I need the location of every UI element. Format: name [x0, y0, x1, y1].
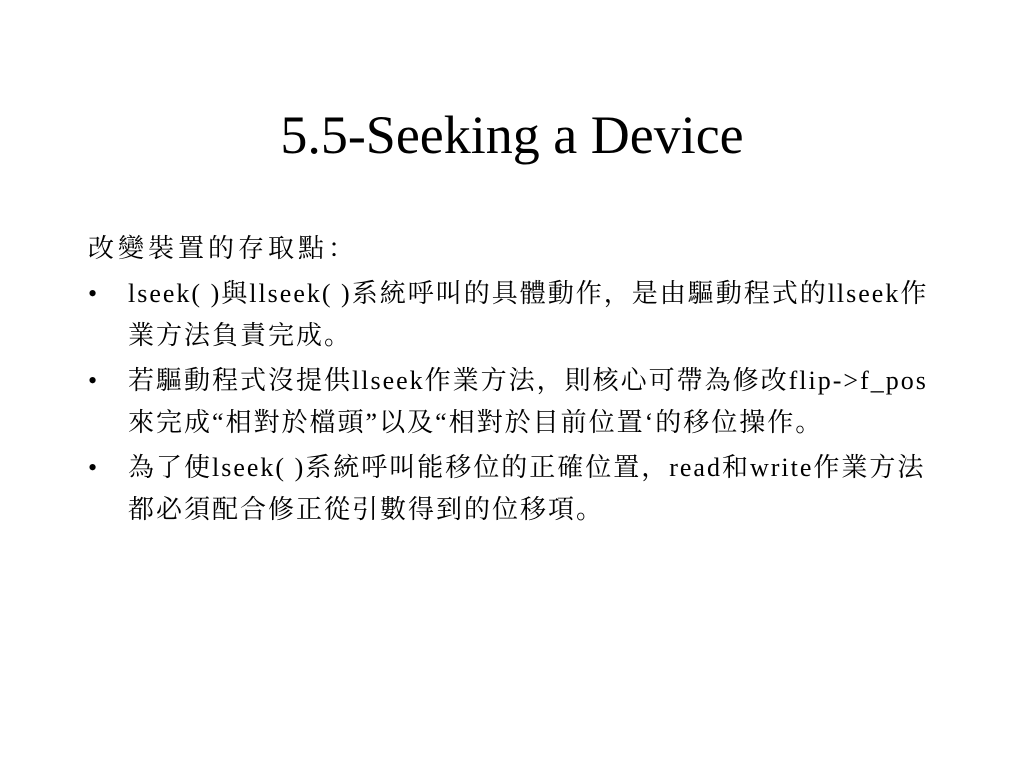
bullet-text: 為了使lseek( )系統呼叫能移位的正確位置，read和write作業方法都必須配合修正從引數得到的位移項。: [128, 453, 926, 524]
bullet-icon: •: [88, 279, 98, 308]
bullet-item: [88, 447, 948, 531]
slide-title: 5.5-Seeking a Device: [280, 105, 744, 165]
bullet-text: lseek( )與llseek( )系統呼叫的具體動作，是由驅動程式的llseek作業方法負責完成。: [128, 279, 929, 350]
bullet-icon: •: [88, 366, 98, 395]
bullet-item: [88, 360, 948, 444]
bullet-list: [88, 273, 948, 531]
bullet-text: 若驅動程式沒提供llseek作業方法，則核心可帶為修改flip->f_pos來完成“相對於檔頭”以及“相對於目前位置‘的移位操作。: [128, 366, 928, 437]
bullet-item: [88, 273, 948, 357]
intro-text: 改變裝置的存取點：: [88, 234, 359, 263]
slide-body: [88, 228, 948, 531]
bullet-icon: •: [88, 453, 98, 482]
